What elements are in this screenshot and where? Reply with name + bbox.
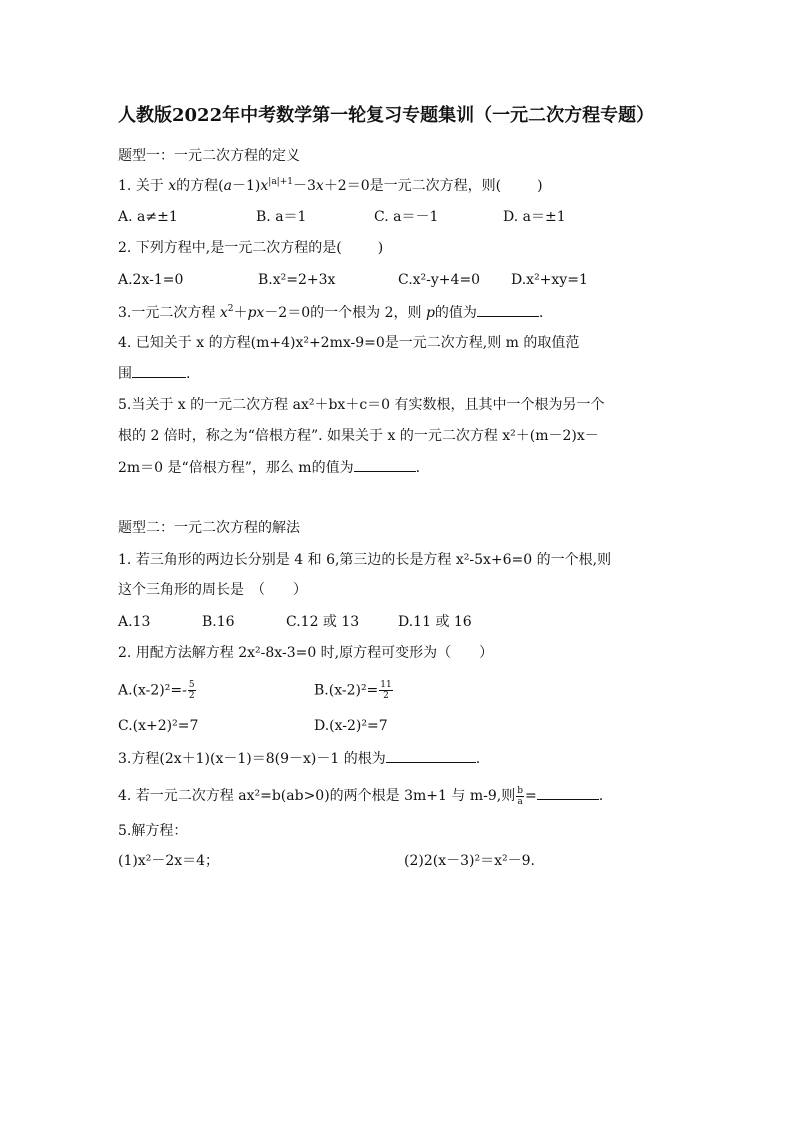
fraction: $\frac{b}{a}$ — [517, 785, 523, 807]
s2-question-3: 3.方程(2x＋1)(x－1)＝8(9－x)－1 的根为 . — [118, 748, 480, 769]
answer-blank[interactable] — [477, 302, 539, 317]
s1-q2-option-b: B.x²=2+3x — [258, 272, 336, 288]
s1-question-5-line2: 根的 2 倍时，称之为“倍根方程”. 如果关于 x 的一元二次方程 x²＋(m－2)x－ — [118, 428, 599, 444]
s2-q1-option-d: D.11 或 16 — [398, 614, 472, 630]
answer-blank[interactable] — [354, 457, 416, 472]
s1-question-4-line2: 围 . — [118, 363, 190, 384]
s2-question-4: 4. 若一元二次方程 ax²=b(ab>0)的两个根是 3m+1 与 m-9,则 $\frac{b}{a}$ = . — [118, 785, 604, 807]
s1-q2-option-c: C.x²-y+4=0 — [398, 272, 481, 288]
s2-q1-option-c: C.12 或 13 — [286, 614, 360, 630]
s1-q1-option-c: C. a＝－1 — [374, 209, 439, 225]
s2-q1-option-b: B.16 — [202, 614, 235, 630]
s1-question-3: 3.一元二次方程 $x^2+px-2=0$的一个根为 2，则 p的值为 . — [118, 304, 544, 321]
page-title: 人教版2022年中考数学第一轮复习专题集训（一元二次方程专题） — [118, 105, 655, 126]
s1-question-4-line1: 4. 已知关于 x 的方程(m+4)x²+2mx-9=0是一元二次方程,则 m 的取值范 — [118, 335, 580, 351]
s1-question-5-line3: 2m＝0 是“倍根方程”，那么 m的值为 . — [118, 457, 420, 478]
s2-q2-option-c: C.(x+2)²=7 — [118, 718, 199, 734]
answer-blank[interactable] — [386, 748, 476, 763]
s1-q1-option-b: B. a＝1 — [256, 209, 307, 225]
s2-question-2: 2. 用配方法解方程 2x²-8x-3=0 时,原方程可变形为（ ） — [118, 645, 494, 661]
section1-heading: 题型一：一元二次方程的定义 — [118, 148, 300, 164]
s2-q5-part-2: (2)2(x－3)²＝x²－9. — [404, 853, 535, 869]
s2-question-5: 5.解方程： — [118, 823, 188, 839]
fraction: $\frac{11}{2}$ — [380, 680, 392, 701]
s1-q2-option-d: D.x²+xy=1 — [511, 272, 588, 288]
s2-q5-part-1: (1)x²－2x＝4； — [118, 853, 220, 869]
s2-question-1-line1: 1. 若三角形的两边长分别是 4 和 6,第三边的长是方程 x²-5x+6=0 的一个根,则 — [118, 552, 612, 568]
answer-blank[interactable] — [132, 363, 186, 378]
section2-heading: 题型二：一元二次方程的解法 — [118, 520, 300, 536]
s1-question-2: 2. 下列方程中,是一元二次方程的是( ) — [118, 240, 384, 256]
s2-q2-option-d: D.(x-2)²=7 — [314, 718, 388, 734]
s1-question-5-line1: 5.当关于 x 的一元二次方程 ax²＋bx＋c＝0 有实数根，且其中一个根为另一个 — [118, 397, 605, 413]
s1-question-1: 1. 关于 x的方程$(a-1)x^{|a|+1}-3x+2=0$是一元二次方程，则( ) — [118, 177, 543, 194]
fraction: $\frac{5}{2}$ — [188, 680, 195, 701]
s2-q1-option-a: A.13 — [118, 614, 151, 630]
s2-q2-option-a: A.(x-2)²=- $\frac{5}{2}$ — [118, 680, 195, 701]
s1-q2-option-a: A.2x-1=0 — [118, 272, 184, 288]
answer-blank[interactable] — [537, 785, 599, 800]
s1-q1-option-a: A. a≠±1 — [118, 209, 178, 225]
s1-q1-option-d: D. a＝±1 — [503, 209, 566, 225]
s2-question-1-line2: 这个三角形的周长是 （ ） — [118, 582, 307, 598]
s2-q2-option-b: B.(x-2)²= $\frac{11}{2}$ — [314, 680, 392, 701]
